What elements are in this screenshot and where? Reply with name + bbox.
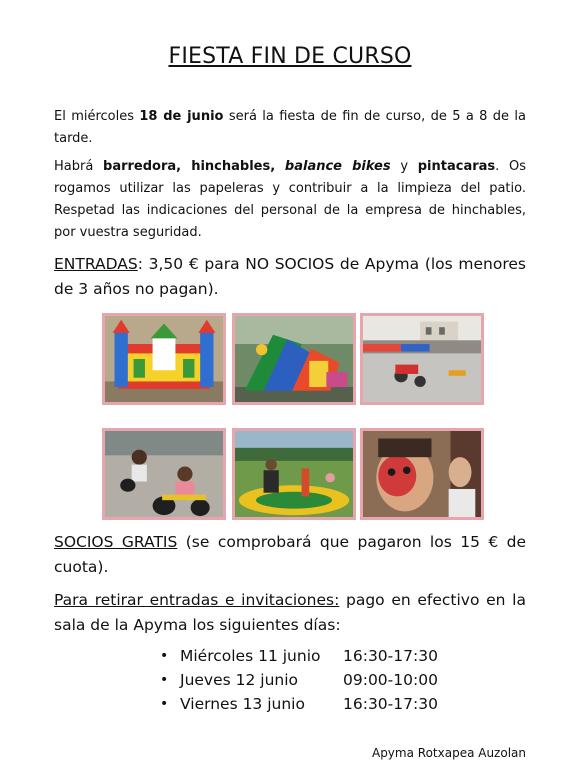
bullet-icon: • bbox=[160, 648, 169, 664]
face-painting-photo bbox=[360, 428, 484, 520]
balance-bikes-text: balance bikes bbox=[284, 159, 391, 174]
bullet-icon: • bbox=[160, 696, 169, 712]
schedule-day: Viernes 13 junio bbox=[180, 695, 305, 713]
retirar-paragraph: Para retirar entradas e invitaciones: pago en efectivo en la sala de la Apyma los siguientes días: bbox=[54, 591, 526, 634]
schedule-item bbox=[160, 692, 480, 716]
page-title: FIESTA FIN DE CURSO bbox=[168, 44, 412, 69]
event-date: 18 de junio bbox=[139, 109, 224, 124]
pintacaras-text: pintacaras bbox=[417, 159, 496, 174]
socios-paragraph: SOCIOS GRATIS (se comprobará que pagaron los 15 € de cuota). bbox=[54, 533, 526, 576]
kids-go-kart-photo bbox=[102, 428, 226, 520]
inflatable-game-photo bbox=[232, 428, 356, 520]
entradas-label: ENTRADAS bbox=[54, 255, 138, 273]
activities-paragraph: Habrá barredora, hinchables, balance bikes y pintacaras. Os rogamos utilizar las papeleras y contribuir a la limpieza del patio. Respetad las indicaciones del personal de la empresa de hinchables, por vuestra seguridad. bbox=[54, 159, 527, 240]
schedule-day: Jueves 12 junio bbox=[180, 671, 299, 689]
retirar-label: Para retirar entradas e invitaciones: bbox=[54, 591, 340, 609]
footer-signature: Apyma Rotxapea Auzolan bbox=[371, 746, 526, 760]
bullet-icon: • bbox=[160, 672, 169, 688]
schedule-item bbox=[160, 644, 480, 668]
schedule-time: 09:00-10:00 bbox=[343, 671, 438, 689]
schedule-day: Miércoles 11 junio bbox=[180, 647, 321, 665]
intro-paragraph: El miércoles 18 de junio será la fiesta de fin de curso, de 5 a 8 de la tarde. bbox=[54, 109, 526, 146]
barredora-track-photo bbox=[360, 313, 484, 405]
schedule-time: 16:30-17:30 bbox=[343, 695, 438, 713]
schedule-time: 16:30-17:30 bbox=[343, 647, 438, 665]
socios-label: SOCIOS GRATIS bbox=[54, 533, 178, 551]
schedule-item bbox=[160, 668, 480, 692]
schedule-list bbox=[160, 644, 480, 716]
inflatable-slide-photo bbox=[232, 313, 356, 405]
bouncy-castle-photo bbox=[102, 313, 226, 405]
entradas-paragraph: ENTRADAS: 3,50 € para NO SOCIOS de Apyma (los menores de 3 años no pagan). bbox=[54, 255, 526, 298]
activities-list: barredora, hinchables, bbox=[103, 159, 276, 174]
